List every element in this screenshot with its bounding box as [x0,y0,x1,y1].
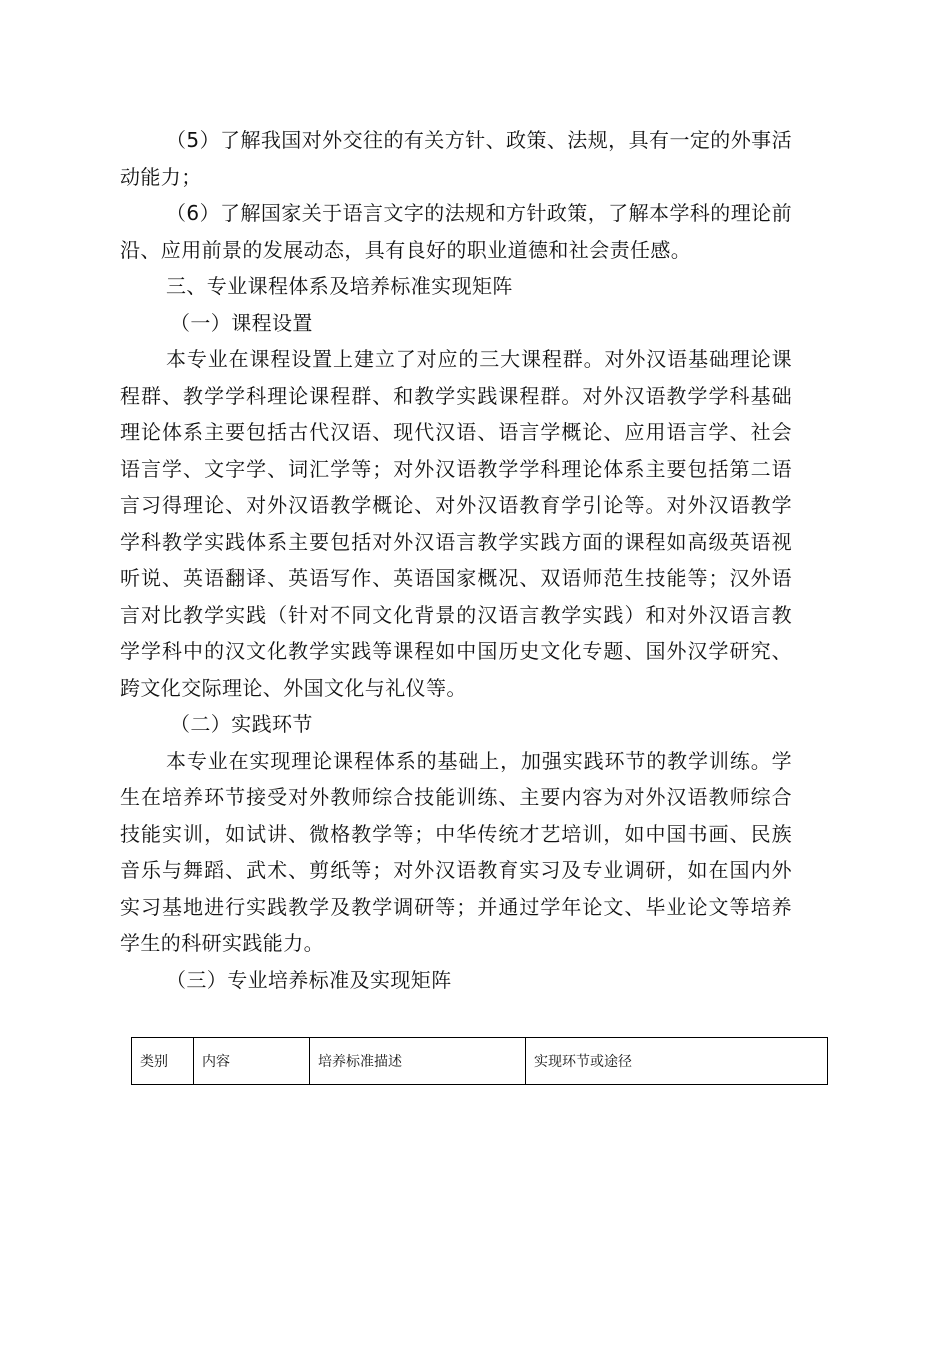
paragraph-item-5: （5）了解我国对外交往的有关方针、政策、法规，具有一定的外事活动能力； [120,128,792,189]
header-category: 类别 [132,1038,194,1085]
subsection-heading-course-setup: （一）课程设置 [170,310,313,335]
subsection-heading-practice: （二）实践环节 [170,712,313,736]
header-content: 内容 [194,1038,310,1085]
matrix-table [131,1037,828,1085]
paragraph-practice: 本专业在实现理论课程体系的基础上，加强实践环节的教学训练。学生在培养环节接受对外教师综合技能训练、主要内容为对外汉语教师综合技能实训，如试讲、微格教学等；中华传统才艺培训，如中国书画、民族音乐与舞蹈、武术、剪纸等；对外汉语教育实习及专业调研，如在国内外实习基地进行实践教学及教学调研等；并通过学年论文、毕业论文等培养学生的科研实践能力。 [120,748,792,955]
paragraph-item-6: （6）了解国家关于语言文字的法规和方针政策，了解本学科的理论前沿、应用前景的发展动态，具有良好的职业道德和社会责任感。 [120,201,792,262]
subsection-heading-matrix: （三）专业培养标准及实现矩阵 [166,967,452,992]
body-text [120,122,792,998]
header-standard-description: 培养标准描述 [310,1038,526,1085]
paragraph-course-setup: 本专业在课程设置上建立了对应的三大课程群。对外汉语基础理论课程群、教学学科理论课程群、和教学实践课程群。对外汉语教学学科基础理论体系主要包括古代汉语、现代汉语、语言学概论、应用语言学、社会语言学、文字学、词汇学等；对外汉语教学学科理论体系主要包括第二语言习得理论、对外汉语教学概论、对外汉语教育学引论等。对外汉语教学学科教学实践体系主要包括对外汉语言教学实践方面的课程如高级英语视听说、英语翻译、英语写作、英语国家概况、双语师范生技能等；汉外语言对比教学实践（针对不同文化背景的汉语言教学实践）和对外汉语言教学学科中的汉文化教学实践等课程如中国历史文化专题、国外汉学研究、跨文化交际理论、外国文化与礼仪等。 [120,347,792,700]
matrix-table-wrap [131,1037,828,1085]
table-header-row [132,1038,828,1085]
section-heading: 三、专业课程体系及培养标准实现矩阵 [166,274,513,298]
header-implementation: 实现环节或途径 [526,1038,828,1085]
